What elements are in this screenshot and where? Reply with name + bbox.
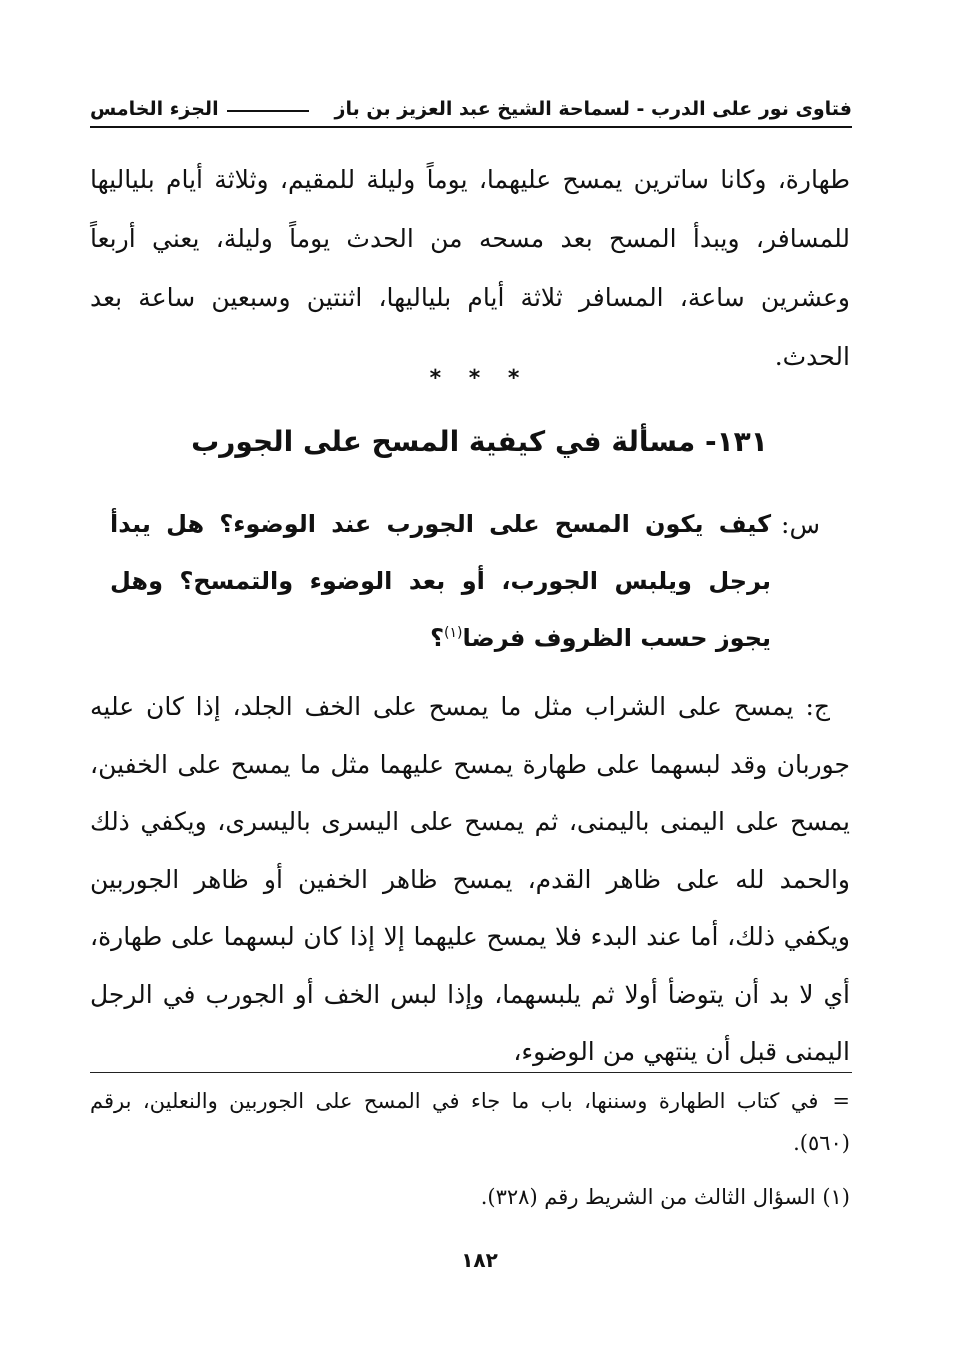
footnote-ref-1: (١) [444,625,463,641]
answer-block [90,678,850,1081]
footnote-1-label: (١) [822,1185,850,1209]
question-label: س: [781,510,820,539]
footnotes [90,1080,850,1218]
intro-paragraph: طهارة، وكانا ساترين يمسح عليهما، يوماً وليلة للمقيم، وثلاثة أيام بلياليها للمسافر، ويبدأ المسح بعد مسحه من الحدث يوماً وليلة، يعني أربعاً وعشرين ساعة، المسافر ثلاثة أيام بلياليها، اثنتين وسبعين ساعة بعد الحدث. [90,165,850,371]
page-number: ١٨٢ [461,1248,498,1272]
question-text: كيف يكون المسح على الجورب عند الوضوء؟ هل يبدأ برجل ويلبس الجورب، أو بعد الوضوء والتمسح؟ وهل يجوز حسب الظروف فرضا [110,510,772,652]
footnote-1 [90,1176,850,1218]
section-separator: * * * [429,366,530,391]
footnote-continuation [90,1080,850,1164]
header-rule [227,110,309,112]
section-heading: ١٣١- مسألة في كيفية المسح على الجورب [191,425,768,458]
question-end-mark: ؟ [430,624,445,652]
answer-label: ج: [805,692,830,721]
header-volume-title: الجزء الخامس [90,98,219,120]
footnote-continuation-text: في كتاب الطهارة وسننها، باب ما جاء في المسح على الجوربين والنعلين، برقم (٥٦٠). [90,1089,850,1155]
question-text-block [110,496,771,667]
footnote-continuation-mark: = [832,1089,850,1113]
footnote-separator [90,1072,852,1073]
question-block [110,496,820,667]
header-book-title: فتاوى نور على الدرب - لسماحة الشيخ عبد العزيز بن باز [334,98,852,120]
footnote-1-text: السؤال الثالث من الشريط رقم (٣٢٨). [480,1185,816,1209]
answer-text: يمسح على الشراب مثل ما يمسح على الخف الجلد، إذا كان عليه جوربان وقد لبسهما على طهارة يمسح عليهما مثل ما يمسح على الخفين، يمسح على اليمنى باليمنى، ثم يمسح على اليسرى باليسرى، ويكفي ذلك والحمد لله على ظاهر القدم، يمسح ظاهر الخفين أو ظاهر الجوربين ويكفي ذلك، أما عند البدء فلا يمسح عليهما إلا إذا كان لبسهما على طهارة، أي لا بد أن يتوضأ أولا ثم يلبسهما، وإذا لبس الخف أو الجورب في الرجل اليمنى قبل أن ينتهي من الوضوء، [90,692,850,1066]
running-header [90,92,852,128]
